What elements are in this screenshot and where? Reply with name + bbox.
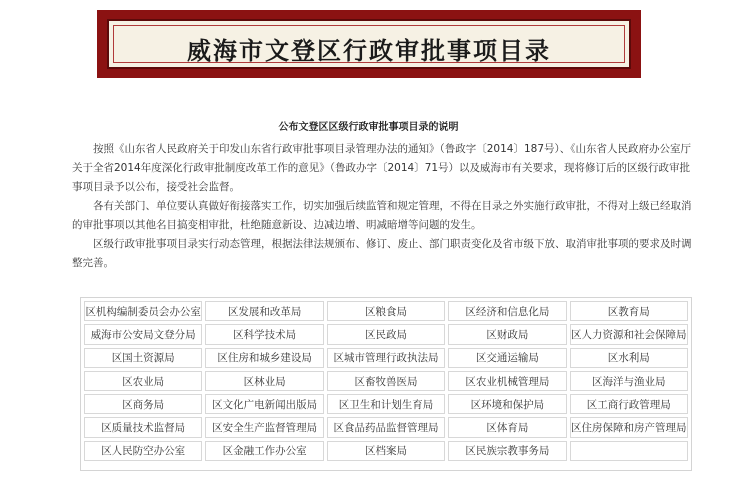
department-link[interactable]: 区环境和保护局 — [448, 394, 566, 414]
department-link[interactable]: 区人民防空办公室 — [84, 441, 202, 461]
department-link[interactable]: 区民族宗教事务局 — [448, 441, 566, 461]
department-link[interactable]: 区财政局 — [448, 324, 566, 344]
department-link[interactable]: 区金融工作办公室 — [205, 441, 323, 461]
notice-paragraph: 按照《山东省人民政府关于印发山东省行政审批事项目录管理办法的通知》（鲁政字〔2014〕187号）、《山东省人民政府办公室厅关于全省2014年度深化行政审批制度改革工作的意见》（鲁政办字〔2014〕71号）以及威海市有关要求，现将修订后的区级行政审批事项目录予以公布，接受社会监督。 — [72, 143, 692, 193]
department-link[interactable]: 区海洋与渔业局 — [570, 371, 688, 391]
department-link[interactable]: 区档案局 — [327, 441, 445, 461]
title-banner — [97, 10, 641, 78]
department-link[interactable]: 区质量技术监督局 — [84, 417, 202, 437]
department-link[interactable]: 区住房保障和房产管理局 — [570, 417, 688, 437]
department-link[interactable]: 区商务局 — [84, 394, 202, 414]
department-link[interactable]: 区农业机械管理局 — [448, 371, 566, 391]
page-title: 威海市文登区行政审批事项目录 — [187, 36, 551, 65]
department-link[interactable]: 区经济和信息化局 — [448, 301, 566, 321]
notice-body — [72, 140, 692, 273]
department-link[interactable]: 区发展和改革局 — [205, 301, 323, 321]
department-link[interactable]: 区工商行政管理局 — [570, 394, 688, 414]
department-link[interactable]: 区人力资源和社会保障局 — [570, 324, 688, 344]
department-link[interactable]: 区交通运输局 — [448, 348, 566, 368]
notice-paragraph: 各有关部门、单位要认真做好衔接落实工作，切实加强后续监管和规定管理，不得在目录之外实施行政审批，不得对上级已经取消的审批事项以其他名目搞变相审批，杜绝随意新设、边减边增、明减暗增等问题的发生。 — [72, 200, 692, 231]
notice-paragraph: 区级行政审批事项目录实行动态管理，根据法律法规颁布、修订、废止、部门职责变化及省市级下放、取消审批事项的要求及时调整完善。 — [72, 238, 692, 269]
department-grid — [84, 301, 688, 461]
department-directory — [80, 297, 692, 471]
department-link[interactable]: 区城市管理行政执法局 — [327, 348, 445, 368]
department-link[interactable]: 区科学技术局 — [205, 324, 323, 344]
department-link[interactable]: 区食品药品监督管理局 — [327, 417, 445, 437]
department-link[interactable]: 区卫生和计划生育局 — [327, 394, 445, 414]
department-link[interactable]: 区体育局 — [448, 417, 566, 437]
notice-heading: 公布文登区区级行政审批事项目录的说明 — [278, 122, 459, 133]
department-link[interactable]: 区教育局 — [570, 301, 688, 321]
department-link[interactable]: 区林业局 — [205, 371, 323, 391]
department-link[interactable]: 区水利局 — [570, 348, 688, 368]
department-link[interactable]: 区文化广电新闻出版局 — [205, 394, 323, 414]
department-link[interactable]: 区民政局 — [327, 324, 445, 344]
department-link[interactable]: 区安全生产监督管理局 — [205, 417, 323, 437]
department-link[interactable]: 区国土资源局 — [84, 348, 202, 368]
department-link[interactable]: 区机构编制委员会办公室 — [84, 301, 202, 321]
empty-cell — [570, 441, 688, 461]
department-link[interactable]: 威海市公安局文登分局 — [84, 324, 202, 344]
department-link[interactable]: 区住房和城乡建设局 — [205, 348, 323, 368]
department-link[interactable]: 区农业局 — [84, 371, 202, 391]
department-link[interactable]: 区畜牧兽医局 — [327, 371, 445, 391]
department-link[interactable]: 区粮食局 — [327, 301, 445, 321]
banner-frame — [107, 19, 631, 69]
